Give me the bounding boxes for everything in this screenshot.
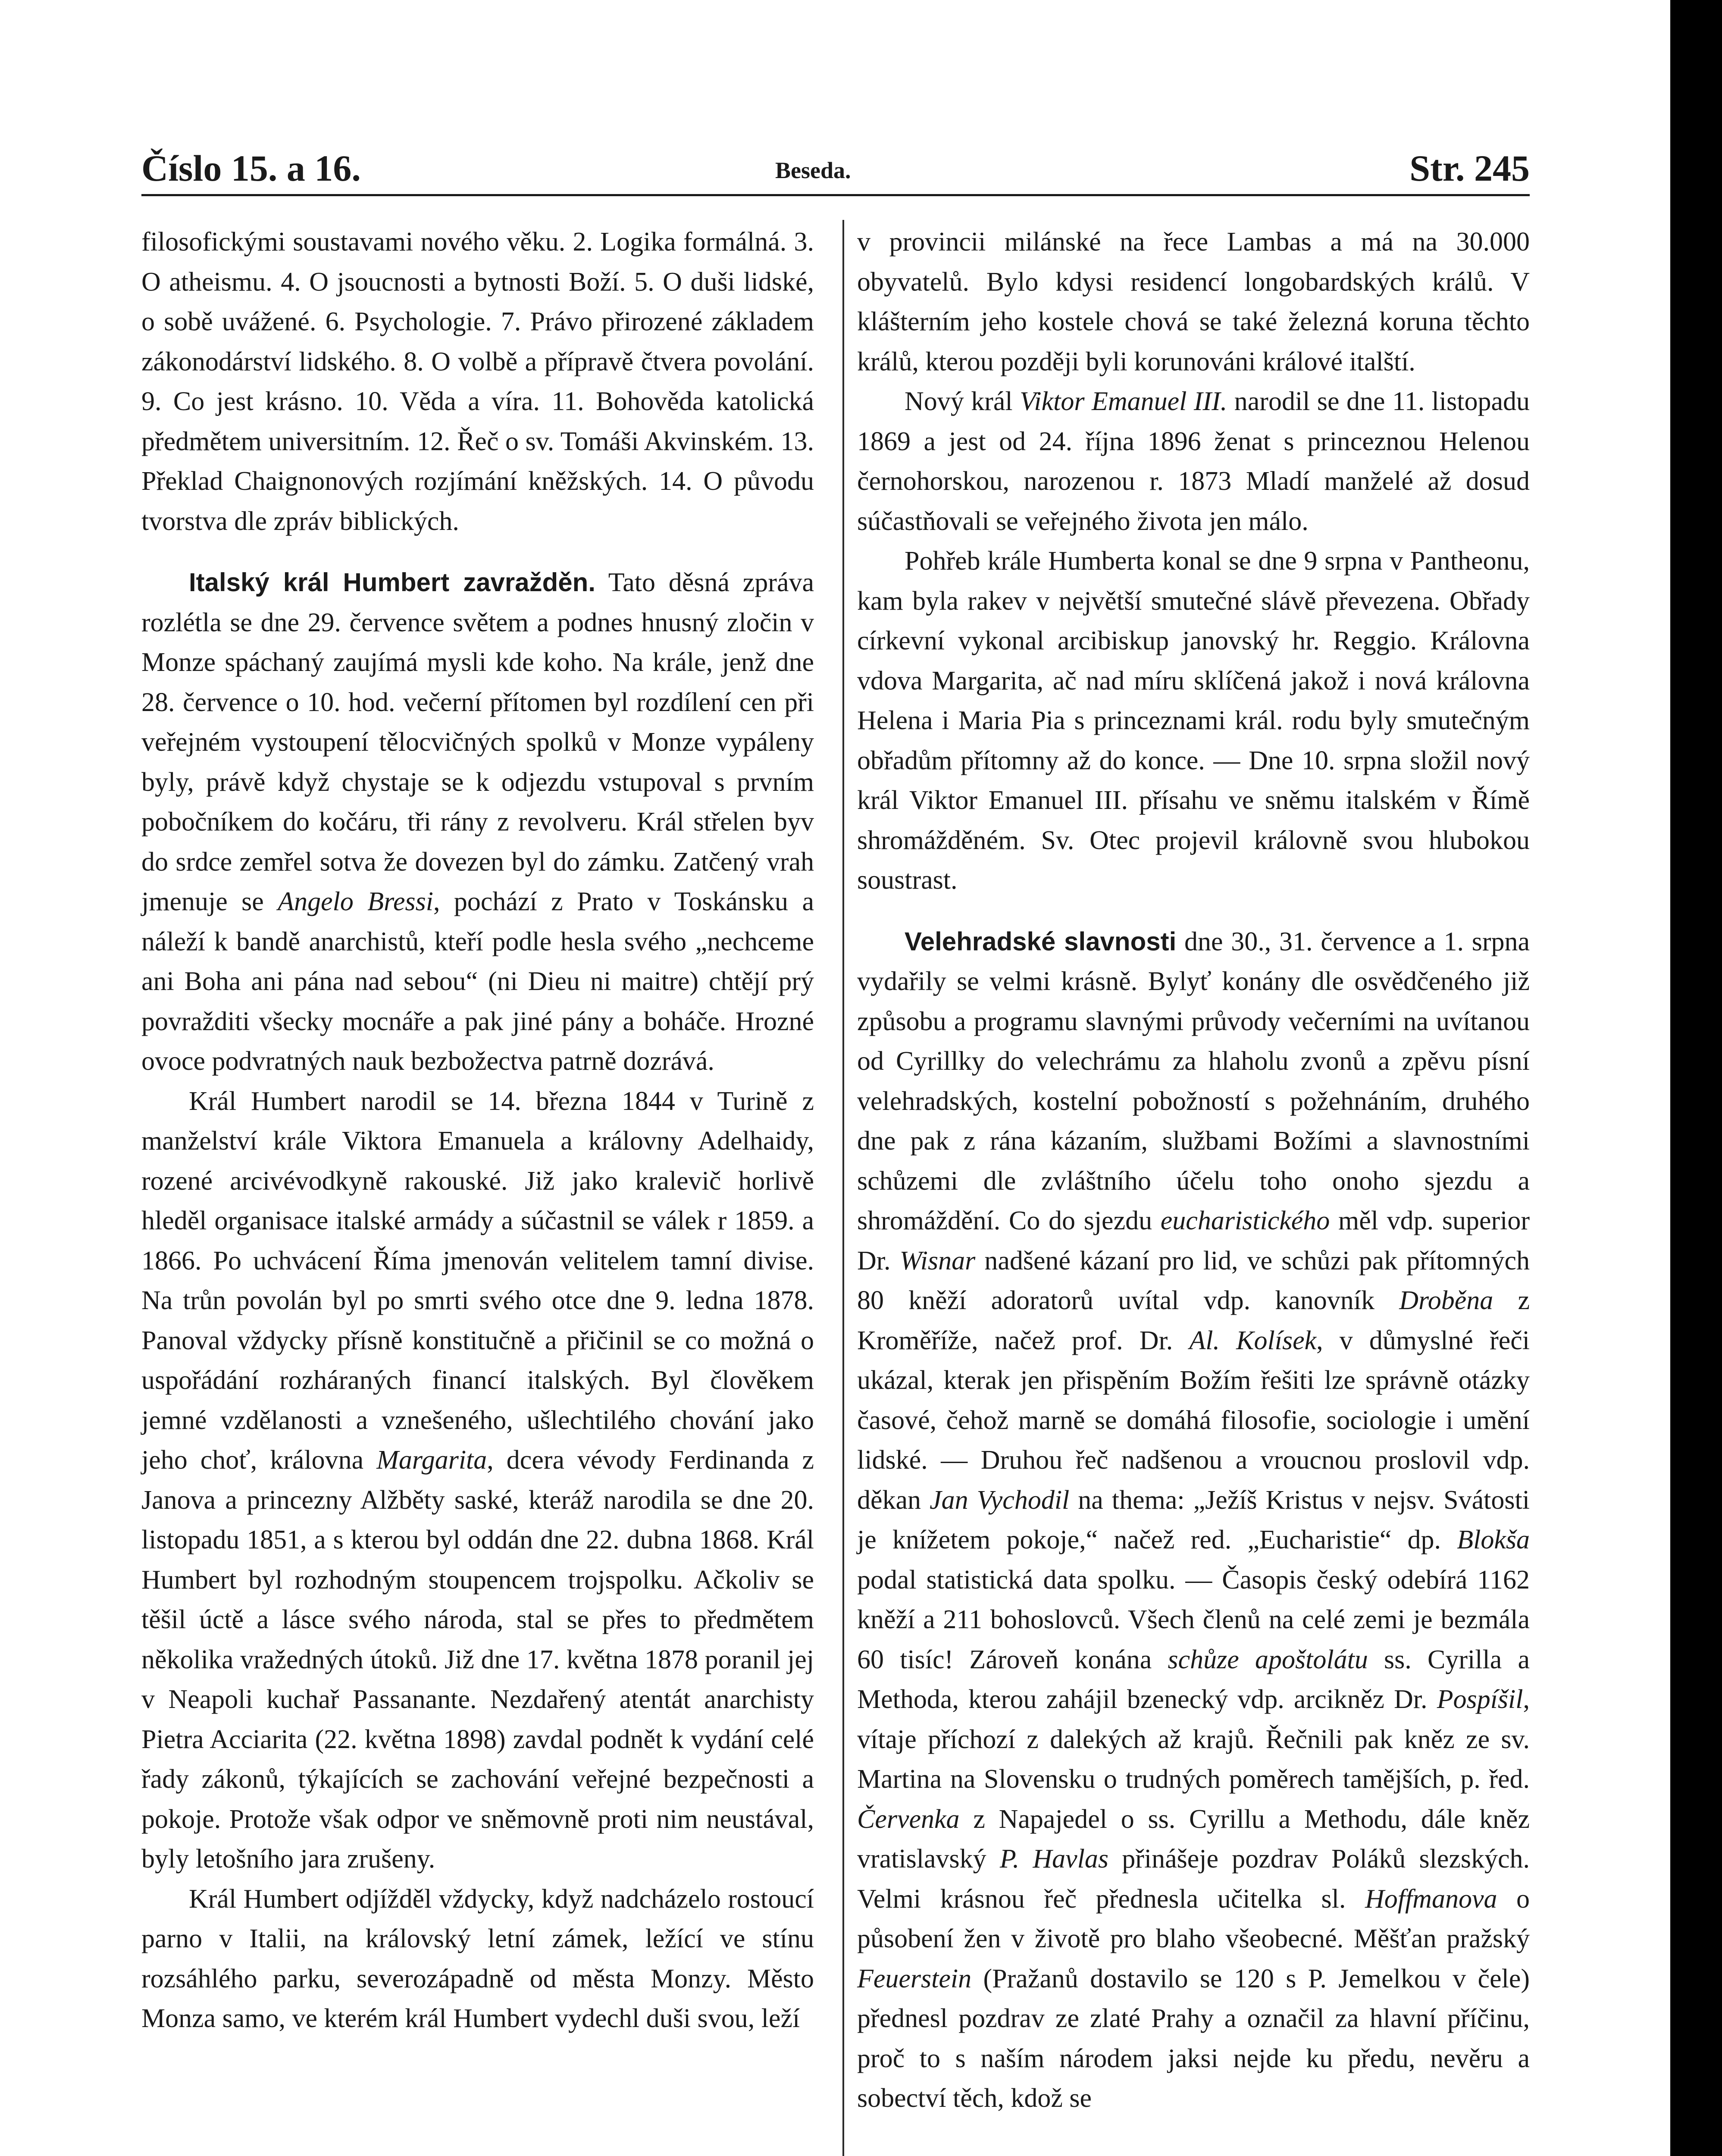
text-run: měl vdp. superior Dr. <box>857 1206 1530 1275</box>
text-run: z Napajedel o ss. Cyrillu a Methodu, dále kněz vratislavský <box>857 1804 1530 1874</box>
text-run: Nový král <box>905 387 1020 416</box>
text-run: (Pražanů dostavilo se 120 s P. Jemelkou v čele) přednesl pozdrav ze zlaté Prahy a označil za hlavní příčinu, proč to s naším národem jaksi nejde ku předu, nevěru a sobectví těch, kdož se <box>857 1964 1530 2113</box>
person-name-bloksa: Blokša <box>1457 1525 1530 1554</box>
person-name-margarita: Margarita <box>376 1445 487 1475</box>
paragraph-humbert-biography <box>141 1081 814 1879</box>
text-run: přinášeje pozdrav Poláků slezských. Velmi krásnou řeč přednesla učitelka sl. <box>857 1844 1530 1914</box>
paragraph-new-king <box>857 382 1530 541</box>
column-divider <box>842 220 844 2156</box>
article-heading-velehrad: Velehradské slavnosti <box>905 927 1177 956</box>
text-run: ss. Cyrilla a Methoda, kterou zahájil bzenecký vdp. arcikněz Dr. <box>857 1645 1530 1714</box>
person-name-wisnar: Wisnar <box>899 1246 976 1275</box>
text-run: dne 30., 31. července a 1. srpna vydařily se velmi krásně. Bylyť konány dle osvědčeného již způsobu a programu slavnými průvody večerními na uvítanou od Cyrillky do velechrámu za hlaholu zvonů a zpěvu písní velehradských, kostelní pobožností s požehnáním, druhého dne pak z rána kázaním, službami Božími a slavnostními schůzemi dle zvláštního účelu toho onoho sjezdu a shromáždění. Co do sjezdu <box>857 927 1530 1235</box>
paragraph-lecture-list: filosofickými soustavami nového věku. 2. Logika formálná. 3. O atheismu. 4. O jsoucnosti a bytnosti Boží. 5. O duši lidské, o sobě uvážené. 6. Psychologie. 7. Právo přirozené základem zákonodárství lidského. 8. O volbě a přípravě čtvera povolání. 9. Co jest krásno. 10. Věda a víra. 11. Bohověda katolická předmětem universitním. 12. Řeč o sv. Tomáši Akvinském. 13. Překlad Chaignonových rozjímání kněžských. 14. O původu tvorstva dle zpráv biblických. <box>141 227 814 536</box>
text-run: o působení žen v životě pro blaho všeobecné. Měšťan pražský <box>857 1884 1530 1953</box>
right-column <box>857 222 1530 2118</box>
emphasis-schuze-apostolatu: schůze apoštolátu <box>1168 1645 1368 1674</box>
page-header <box>141 142 1530 198</box>
page-number: Str. 245 <box>1409 147 1530 189</box>
text-run: z Kroměříže, načež prof. Dr. <box>857 1286 1530 1355</box>
text-run: narodil se dne 11. listopadu 1869 a jest od 24. října 1896 ženat s princeznou Helenou černohorskou, narozenou r. 1873 Mladí manželé až dosud súčastňovali se veřejného života jen málo. <box>857 387 1530 536</box>
text-run: Král Humbert narodil se 14. března 1844 v Turině z manželství krále Viktora Emanuela a královny Adelhaidy, rozené arcivévodkyně rakouské. Již jako kralevič horlivě hleděl organisace italské armády a súčastnil se válek r 1859. a 1866. Po uchvácení Říma jmenován velitelem tamní divise. Na trůn povolán byl po smrti svého otce dne 9. ledna 1878. Panoval vždycky přísně konstitučně a přičinil se co možná o uspořádání rozháraných financí italských. Byl člověkem jemné vzdělanosti a vznešeného, ušlechtilého chování jako jeho choť, královna <box>141 1086 814 1475</box>
text-run: , dcera vévody Ferdinanda z Janova a princezny Alžběty saské, kteráž narodila se dne 20. listopadu 1851, a s kterou byl oddán dne 22. dubna 1868. Král Humbert byl rozhodným stoupencem trojspolku. Ačkoliv se těšil úctě a lásce svého národa, stal se přes to předmětem několika vražedných útoků. Již dne 17. května 1878 poranil jej v Neapoli kuchař Passanante. Nezdařený atentát anarchisty Pietra Acciarita (22. května 1898) zavdal podnět k vydání celé řady zákonů, týkajících se zachování veřejné bezpečnosti a pokoje. Protože však odpor ve sněmovně proti nim neustával, byly letošního jara zrušeny. <box>141 1445 814 1874</box>
scan-border <box>1670 0 1722 2156</box>
person-name-drobena: Droběna <box>1399 1286 1493 1315</box>
paragraph-velehrad <box>857 922 1530 2118</box>
emphasis-eucharisticky: eucharistického <box>1160 1206 1330 1235</box>
header-rule <box>141 194 1530 196</box>
person-name-cervenka: Červenka <box>857 1804 960 1834</box>
person-name-bressi: Angelo Bressi <box>278 887 433 916</box>
journal-title: Beseda. <box>775 157 851 183</box>
text-run: na thema: „Ježíš Kristus v nejsv. Svátosti je knížetem pokoje,“ načež red. „Eucharistie“ dp. <box>857 1485 1530 1554</box>
left-column <box>141 222 814 2039</box>
text-run: , v důmyslné řeči ukázal, kterak jen přispěním Božím řešiti lze správně otázky časové, čehož marně se domáhá filosofie, sociologie i umění lidské. — Druhou řeč nadšenou a vroucnou proslovil vdp. děkan <box>857 1326 1530 1515</box>
paragraph-monza: Král Humbert odjížděl vždycky, když nadcházelo rostoucí parno v Italii, na královský letní zámek, ležící ve stínu rozsáhlého parku, severozápadně od města Monzy. Město Monza samo, ve kterém král Humbert vydechl duši svou, leží <box>141 1884 814 2033</box>
issue-number: Číslo 15. a 16. <box>141 147 361 189</box>
person-name-viktor-emanuel: Viktor Emanuel III. <box>1020 387 1227 416</box>
person-name-havlas: P. Havlas <box>999 1844 1109 1874</box>
paragraph-humbert-assassination <box>141 563 814 1081</box>
text-run: Tato děsná zpráva rozlétla se dne 29. července světem a podnes hnusný zločin v Monze spáchaný zaujímá mysli kde koho. Na krále, jenž dne 28. července o 10. hod. večerní přítomen byl rozdílení cen při veřejném vystoupení tělocvičných spolků v Monze vypáleny byly, právě když chystaje se k odjezdu vstupoval s prvním pobočníkem do kočáru, tři rány z revolveru. Král střelen byv do srdce zemřel sotva že dovezen byl do zámku. Zatčený vrah jmenuje se <box>141 568 814 916</box>
person-name-pospisil: Pospíšil <box>1437 1685 1523 1714</box>
article-heading-humbert: Italský král Humbert zavražděn. <box>189 568 595 597</box>
text-run: , pochází z Prato v Toskánsku a náleží k bandě anarchistů, kteří podle hesla svého „nechceme ani Boha ani pána nad sebou“ (ni Dieu ni maitre) chtějí prý povražditi všecky mocnáře a pak jiné pány a boháče. Hrozné ovoce podvratných nauk bezbožectva patrně dozrává. <box>141 887 814 1076</box>
text-run: nadšené kázaní pro lid, ve schůzi pak přítomných 80 kněží adoratorů uvítal vdp. kanovník <box>857 1246 1530 1315</box>
person-name-hoffmanova: Hoffmanova <box>1365 1884 1497 1914</box>
paragraph-monza-continued: v provincii milánské na řece Lambas a má na 30.000 obyvatelů. Bylo kdysi residencí longobardských králů. V klášterním jeho kostele chová se také železná koruna těchto králů, kterou později byli korunováni králové italští. <box>857 227 1530 376</box>
person-name-vychodil: Jan Vychodil <box>930 1485 1070 1515</box>
text-run: podal statistická data spolku. — Časopis český odebírá 1162 kněží a 211 bohoslovců. Všech členů na celé zemi je bezmála 60 tisíc! Zároveň konána <box>857 1565 1530 1674</box>
person-name-kolisek: Al. Kolísek <box>1189 1326 1317 1355</box>
text-run: , vítaje příchozí z dalekých až krajů. Řečnili pak kněz ze sv. Martina na Slovensku o trudných poměrech tamějších, p. řed. <box>857 1685 1530 1794</box>
person-name-feuerstein: Feuerstein <box>857 1964 972 1993</box>
paragraph-funeral: Pohřeb krále Humberta konal se dne 9 srpna v Pantheonu, kam byla rakev v největší smutečné slávě převezena. Obřady církevní vykonal arcibiskup janovský hr. Reggio. Královna vdova Margarita, ač nad míru sklíčená jakož i nová královna Helena i Maria Pia s princeznami král. rodu byly smutečným obřadům přítomny až do konce. — Dne 10. srpna složil nový král Viktor Emanuel III. přísahu ve sněmu italském v Římě shromážděném. Sv. Otec projevil královně svou hlubokou soustrast. <box>857 546 1530 895</box>
